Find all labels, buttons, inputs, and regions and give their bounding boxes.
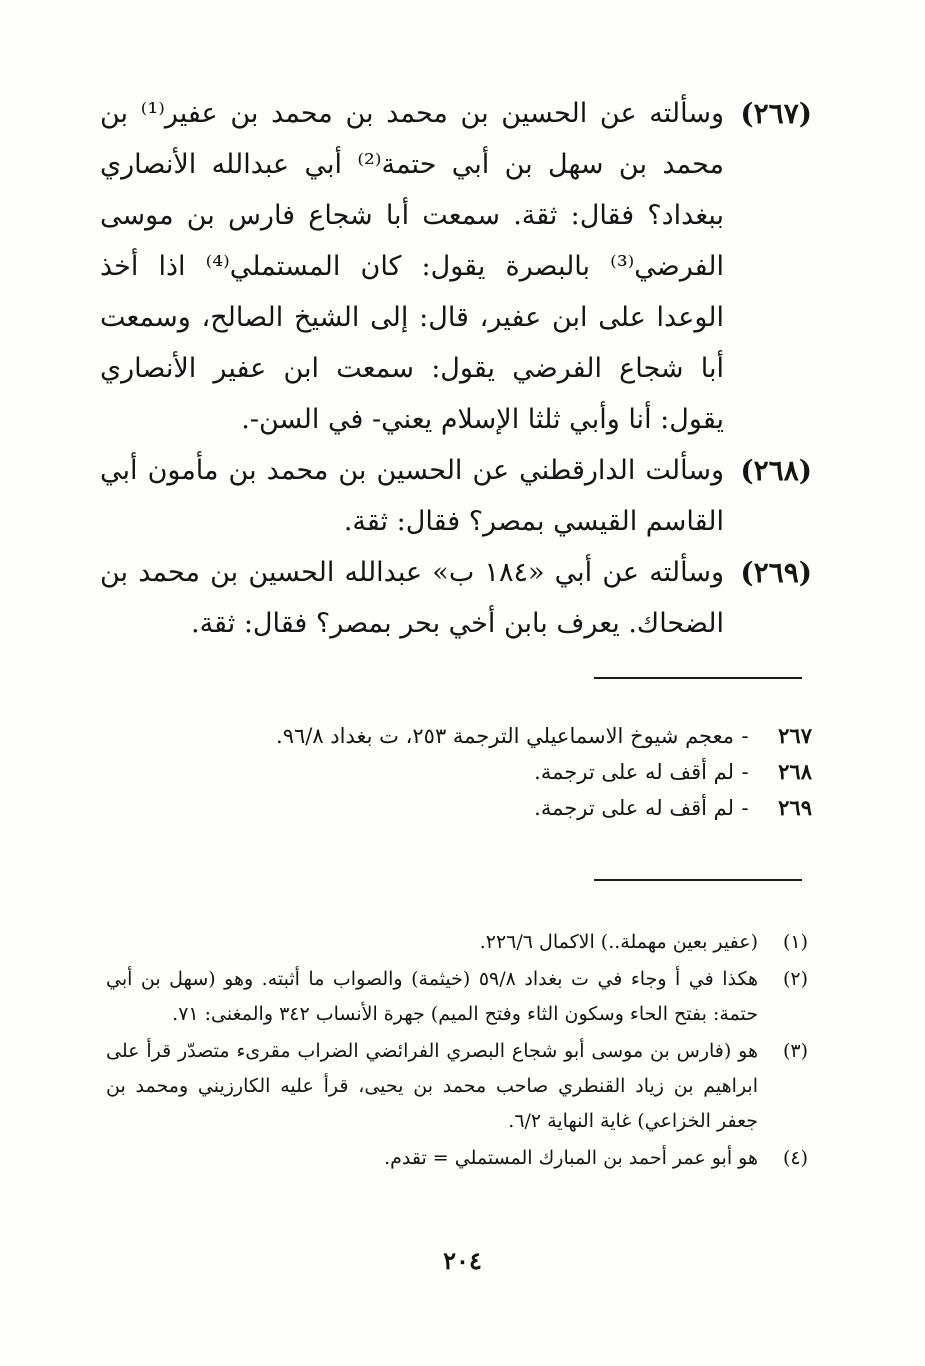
footnote-number: (٣) — [782, 1040, 808, 1062]
entry-268 — [100, 445, 812, 547]
entry-number: (٢٦٨) — [740, 454, 812, 487]
footnote-text: هكذا في أ وجاء في ت بغداد ٥٩/٨ (خيثمة) والصواب ما أثبته. وهو (سهل بن أبي حتمة: بفتح الحاء وسكون الثاء وفتح الميم) جهرة الأنساب ٣٤٢ والمغنى: ٧١. — [106, 968, 758, 1025]
reference-number: ٢٦٩ — [778, 795, 812, 820]
entry-267 — [100, 88, 812, 445]
separator-rule-2 — [594, 879, 802, 881]
footnote-number: (١) — [782, 931, 808, 953]
main-entries — [100, 88, 812, 649]
footnote-text: هو أبو عمر أحمد بن المبارك المستملي = تقدم. — [384, 1147, 758, 1169]
reference-text: لم أقف له على ترجمة. — [534, 760, 734, 784]
reference-notes — [120, 718, 812, 826]
reference-text: معجم شيوخ الاسماعيلي الترجمة ٢٥٣، ت بغداد ٩٦/٨. — [276, 724, 734, 748]
footnote-item — [106, 925, 808, 960]
footnotes — [106, 925, 808, 1178]
entry-number: (٢٦٩) — [740, 556, 812, 589]
footnote-number: (٢) — [782, 968, 808, 990]
reference-dash: - — [741, 796, 749, 820]
reference-number: ٢٦٨ — [778, 759, 812, 784]
reference-dash: - — [741, 724, 749, 748]
reference-item — [120, 790, 812, 826]
entry-number: (٢٦٧) — [740, 97, 812, 130]
footnote-item — [106, 962, 808, 1032]
reference-number: ٢٦٧ — [778, 723, 812, 748]
separator-rule-1 — [594, 677, 802, 679]
footnote-item — [106, 1141, 808, 1176]
reference-text: لم أقف له على ترجمة. — [534, 796, 734, 820]
reference-item — [120, 718, 812, 754]
entry-text: وسألته عن الحسين بن محمد بن محمد بن عفير⁽¹⁾ بن محمد بن سهل بن أبي حتمة⁽²⁾ أبي عبدالله الأنصاري ببغداد؟ فقال: ثقة. سمعت أبا شجاع فارس بن موسى الفرضي⁽³⁾ بالبصرة يقول: كان المستملي⁽⁴⁾ اذا أخذ الوعدا على ابن عفير، قال: إلى الشيخ الصالح، وسمعت أبا شجاع الفرضي يقول: سمعت ابن عفير الأنصاري يقول: أنا وأبي ثلثا الإسلام يعني- في السن-. — [100, 98, 725, 435]
entry-text: وسألت الدارقطني عن الحسين بن محمد بن مأمون أبي القاسم القيسي بمصر؟ فقال: ثقة. — [100, 455, 724, 537]
reference-dash: - — [741, 760, 749, 784]
entry-text: وسألته عن أبي «١٨٤ ب» عبدالله الحسين بن محمد بن الضحاك. يعرف بابن أخي بحر بمصر؟ فقال: ثقة. — [100, 557, 724, 639]
footnote-text: (عفير بعين مهملة..) الاكمال ٢٢٦/٦. — [479, 931, 758, 953]
footnote-number: (٤) — [782, 1147, 808, 1169]
footnote-text: هو (فارس بن موسى أبو شجاع البصري الفرائضي الضراب مقرىء متصدّر قرأ على ابراهيم بن زياد القنطري صاحب محمد بن يحيى، قرأ عليه الكارزيني ومحمد بن جعفر الخزاعي) غاية النهاية ٦/٢. — [106, 1040, 758, 1132]
entry-269 — [100, 547, 812, 649]
footnote-item — [106, 1034, 808, 1139]
reference-item — [120, 754, 812, 790]
page-number: ٢٠٤ — [443, 1246, 482, 1275]
